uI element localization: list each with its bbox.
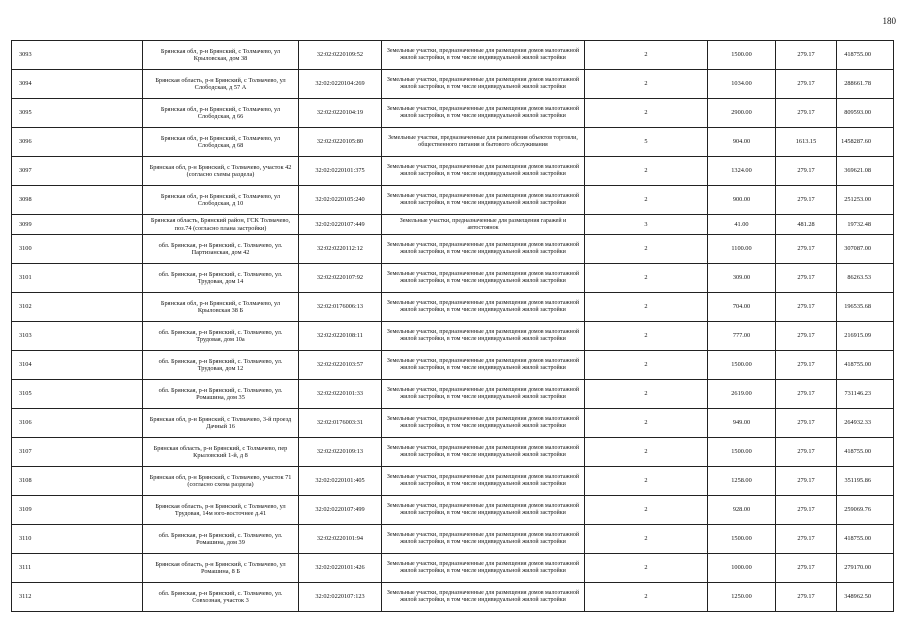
land-use-cell: Земельные участки, предназначенные для размещения домов малоэтажной жилой застройки, в том числе индивидуальной жилой застройки	[382, 264, 585, 293]
table-row	[12, 409, 894, 438]
cadastral-number-cell: 32:02:0220112:12	[299, 235, 382, 264]
group-cell: 2	[585, 409, 708, 438]
cadastral-value-cell: 418755.00	[837, 525, 894, 554]
group-cell: 2	[585, 583, 708, 612]
land-use-cell: Земельные участки, предназначенные для размещения домов малоэтажной жилой застройки, в том числе индивидуальной жилой застройки	[382, 99, 585, 128]
table-row	[12, 438, 894, 467]
land-use-cell: Земельные участки, предназначенные для размещения домов малоэтажной жилой застройки, в том числе индивидуальной жилой застройки	[382, 380, 585, 409]
cadastral-value-cell: 351195.86	[837, 467, 894, 496]
specific-value-cell: 279.17	[776, 264, 837, 293]
group-cell: 2	[585, 99, 708, 128]
table-row	[12, 157, 894, 186]
row-number-cell: 3093	[12, 41, 143, 70]
land-use-cell: Земельные участки, предназначенные для размещения домов малоэтажной жилой застройки, в том числе индивидуальной жилой застройки	[382, 438, 585, 467]
land-use-cell: Земельные участки, предназначенные для размещения домов малоэтажной жилой застройки, в том числе индивидуальной жилой застройки	[382, 583, 585, 612]
cadastral-number-cell: 32:02:0220109:13	[299, 438, 382, 467]
area-cell: 2619.00	[708, 380, 776, 409]
row-number-cell: 3111	[12, 554, 143, 583]
table-row	[12, 380, 894, 409]
cadastral-value-table	[11, 40, 894, 612]
group-cell: 2	[585, 380, 708, 409]
specific-value-cell: 279.17	[776, 235, 837, 264]
specific-value-cell: 279.17	[776, 157, 837, 186]
table-row	[12, 99, 894, 128]
specific-value-cell: 279.17	[776, 322, 837, 351]
row-number-cell: 3107	[12, 438, 143, 467]
page-number: 180	[882, 16, 896, 26]
address-cell: обл. Брянская, р-н Брянский, с. Толмачево, ул. Трудовая, дом 14	[143, 264, 299, 293]
address-cell: Брянская область, р-н Брянский, с Толмачево, пер Крыловский 1-й, д 8	[143, 438, 299, 467]
cadastral-number-cell: 32:02:0220105:240	[299, 186, 382, 215]
land-use-cell: Земельные участки, предназначенные для размещения домов малоэтажной жилой застройки, в том числе индивидуальной жилой застройки	[382, 554, 585, 583]
area-cell: 309.00	[708, 264, 776, 293]
cadastral-value-cell: 86263.53	[837, 264, 894, 293]
address-cell: Брянская область, р-н Брянский, с Толмачево, ул Трудовая, 14м юго-восточнее д.41	[143, 496, 299, 525]
area-cell: 1500.00	[708, 41, 776, 70]
cadastral-number-cell: 32:02:0220107:449	[299, 215, 382, 235]
row-number-cell: 3098	[12, 186, 143, 215]
cadastral-value-cell: 259069.76	[837, 496, 894, 525]
address-cell: обл. Брянская, р-н Брянский, с. Толмачево, ул. Ромашина, дом 39	[143, 525, 299, 554]
group-cell: 2	[585, 70, 708, 99]
cadastral-number-cell: 32:02:0220101:426	[299, 554, 382, 583]
area-cell: 904.00	[708, 128, 776, 157]
land-use-cell: Земельные участки, предназначенные для размещения домов малоэтажной жилой застройки, в том числе индивидуальной жилой застройки	[382, 496, 585, 525]
area-cell: 1324.00	[708, 157, 776, 186]
land-use-cell: Земельные участки, предназначенные для размещения объектов торговли, общественного питания и бытового обслуживания	[382, 128, 585, 157]
cadastral-number-cell: 32:02:0220107:123	[299, 583, 382, 612]
cadastral-value-cell: 418755.00	[837, 351, 894, 380]
address-cell: Брянская обл, р-н Брянский, с Толмачево, 3-й проезд Дачный 16	[143, 409, 299, 438]
cadastral-number-cell: 32:02:0220101:33	[299, 380, 382, 409]
cadastral-value-cell: 216915.09	[837, 322, 894, 351]
table-row	[12, 235, 894, 264]
group-cell: 2	[585, 264, 708, 293]
cadastral-value-cell: 307087.00	[837, 235, 894, 264]
table-row	[12, 496, 894, 525]
table-row	[12, 293, 894, 322]
group-cell: 3	[585, 215, 708, 235]
group-cell: 2	[585, 554, 708, 583]
cadastral-number-cell: 32:02:0220107:499	[299, 496, 382, 525]
cadastral-value-cell: 251253.00	[837, 186, 894, 215]
cadastral-number-cell: 32:02:0220103:57	[299, 351, 382, 380]
address-cell: Брянская область, р-н Брянский, с Толмачево, ул Слободская, д 57 А	[143, 70, 299, 99]
address-cell: обл. Брянская, р-н Брянский, с. Толмачево, ул. Совхозная, участок 3	[143, 583, 299, 612]
address-cell: обл. Брянская, р-н Брянский, с. Толмачево, ул. Ромашина, дом 35	[143, 380, 299, 409]
group-cell: 5	[585, 128, 708, 157]
cadastral-number-cell: 32:02:0220109:52	[299, 41, 382, 70]
cadastral-number-cell: 32:02:0220107:92	[299, 264, 382, 293]
cadastral-number-cell: 32:02:0220105:80	[299, 128, 382, 157]
specific-value-cell: 279.17	[776, 496, 837, 525]
land-use-cell: Земельные участки, предназначенные для размещения домов малоэтажной жилой застройки, в том числе индивидуальной жилой застройки	[382, 186, 585, 215]
table-row	[12, 525, 894, 554]
address-cell: Брянская обл, р-н Брянский, с Толмачево, ул Слободская, д 10	[143, 186, 299, 215]
cadastral-number-cell: 32:02:0220104:269	[299, 70, 382, 99]
area-cell: 1500.00	[708, 351, 776, 380]
table-row	[12, 554, 894, 583]
land-use-cell: Земельные участки, предназначенные для размещения домов малоэтажной жилой застройки, в том числе индивидуальной жилой застройки	[382, 157, 585, 186]
land-use-cell: Земельные участки, предназначенные для размещения домов малоэтажной жилой застройки, в том числе индивидуальной жилой застройки	[382, 293, 585, 322]
land-use-cell: Земельные участки, предназначенные для размещения домов малоэтажной жилой застройки, в том числе индивидуальной жилой застройки	[382, 525, 585, 554]
land-use-cell: Земельные участки, предназначенные для размещения домов малоэтажной жилой застройки, в том числе индивидуальной жилой застройки	[382, 235, 585, 264]
address-cell: Брянская обл, р-н Брянский, с Толмачево, участок 71 (согласно схема раздела)	[143, 467, 299, 496]
address-cell: обл. Брянская, р-н Брянский, с. Толмачево, ул. Трудовая, дом 12	[143, 351, 299, 380]
row-number-cell: 3096	[12, 128, 143, 157]
cadastral-number-cell: 32:02:0220101:375	[299, 157, 382, 186]
table-row	[12, 41, 894, 70]
table-row	[12, 70, 894, 99]
specific-value-cell: 279.17	[776, 409, 837, 438]
specific-value-cell: 279.17	[776, 41, 837, 70]
group-cell: 2	[585, 496, 708, 525]
cadastral-value-cell: 288661.78	[837, 70, 894, 99]
row-number-cell: 3101	[12, 264, 143, 293]
row-number-cell: 3099	[12, 215, 143, 235]
area-cell: 777.00	[708, 322, 776, 351]
row-number-cell: 3100	[12, 235, 143, 264]
specific-value-cell: 279.17	[776, 525, 837, 554]
cadastral-value-cell: 279170.00	[837, 554, 894, 583]
address-cell: Брянская область, р-н Брянский, с Толмачево, ул Ромашина, 8 Б	[143, 554, 299, 583]
table-row	[12, 467, 894, 496]
group-cell: 2	[585, 438, 708, 467]
area-cell: 1250.00	[708, 583, 776, 612]
area-cell: 900.00	[708, 186, 776, 215]
group-cell: 2	[585, 351, 708, 380]
specific-value-cell: 279.17	[776, 583, 837, 612]
cadastral-number-cell: 32:02:0220101:405	[299, 467, 382, 496]
address-cell: Брянская область, Брянский район, ГСК Толмачево, поз.74 (согласно плана застройки)	[143, 215, 299, 235]
cadastral-value-cell: 809593.00	[837, 99, 894, 128]
area-cell: 928.00	[708, 496, 776, 525]
address-cell: Брянская обл, р-н Брянский, с Толмачево, ул Слободская, д 68	[143, 128, 299, 157]
row-number-cell: 3110	[12, 525, 143, 554]
row-number-cell: 3095	[12, 99, 143, 128]
cadastral-number-cell: 32:02:0220101:94	[299, 525, 382, 554]
area-cell: 41.00	[708, 215, 776, 235]
cadastral-value-cell: 348962.50	[837, 583, 894, 612]
specific-value-cell: 279.17	[776, 70, 837, 99]
cadastral-number-cell: 32:02:0220108:11	[299, 322, 382, 351]
group-cell: 2	[585, 235, 708, 264]
cadastral-value-cell: 196535.68	[837, 293, 894, 322]
area-cell: 1500.00	[708, 438, 776, 467]
group-cell: 2	[585, 525, 708, 554]
specific-value-cell: 279.17	[776, 554, 837, 583]
land-use-cell: Земельные участки, предназначенные для размещения гаражей и автостоянок	[382, 215, 585, 235]
table-row	[12, 322, 894, 351]
row-number-cell: 3104	[12, 351, 143, 380]
row-number-cell: 3109	[12, 496, 143, 525]
area-cell: 1500.00	[708, 525, 776, 554]
cadastral-value-cell: 264932.33	[837, 409, 894, 438]
area-cell: 1100.00	[708, 235, 776, 264]
specific-value-cell: 279.17	[776, 438, 837, 467]
cadastral-value-cell: 731146.23	[837, 380, 894, 409]
specific-value-cell: 1613.15	[776, 128, 837, 157]
area-cell: 1000.00	[708, 554, 776, 583]
specific-value-cell: 279.17	[776, 351, 837, 380]
specific-value-cell: 481.28	[776, 215, 837, 235]
row-number-cell: 3094	[12, 70, 143, 99]
address-cell: Брянская обл, р-н Брянский, с Толмачево, ул Слободская, д 66	[143, 99, 299, 128]
row-number-cell: 3105	[12, 380, 143, 409]
area-cell: 949.00	[708, 409, 776, 438]
row-number-cell: 3097	[12, 157, 143, 186]
group-cell: 2	[585, 467, 708, 496]
cadastral-number-cell: 32:02:0176006:13	[299, 293, 382, 322]
area-cell: 704.00	[708, 293, 776, 322]
address-cell: Брянская обл, р-н Брянский, с Толмачево, участок 42 (согласно схемы раздела)	[143, 157, 299, 186]
group-cell: 2	[585, 157, 708, 186]
cadastral-number-cell: 32:02:0220104:19	[299, 99, 382, 128]
land-use-cell: Земельные участки, предназначенные для размещения домов малоэтажной жилой застройки, в том числе индивидуальной жилой застройки	[382, 70, 585, 99]
group-cell: 2	[585, 322, 708, 351]
row-number-cell: 3108	[12, 467, 143, 496]
specific-value-cell: 279.17	[776, 99, 837, 128]
land-use-cell: Земельные участки, предназначенные для размещения домов малоэтажной жилой застройки, в том числе индивидуальной жилой застройки	[382, 409, 585, 438]
address-cell: Брянская обл, р-н Брянский, с Толмачево, ул Крыловская, дом 38	[143, 41, 299, 70]
table-row	[12, 186, 894, 215]
specific-value-cell: 279.17	[776, 293, 837, 322]
specific-value-cell: 279.17	[776, 467, 837, 496]
land-use-cell: Земельные участки, предназначенные для размещения домов малоэтажной жилой застройки, в том числе индивидуальной жилой застройки	[382, 322, 585, 351]
specific-value-cell: 279.17	[776, 380, 837, 409]
cadastral-number-cell: 32:02:0176003:31	[299, 409, 382, 438]
row-number-cell: 3112	[12, 583, 143, 612]
group-cell: 2	[585, 186, 708, 215]
land-use-cell: Земельные участки, предназначенные для размещения домов малоэтажной жилой застройки, в том числе индивидуальной жилой застройки	[382, 351, 585, 380]
address-cell: обл. Брянская, р-н Брянский, с. Толмачево, ул. Партизанская, дом 42	[143, 235, 299, 264]
area-cell: 2900.00	[708, 99, 776, 128]
address-cell: Брянская обл, р-н Брянский, с Толмачево, ул Крыловская 38 Б	[143, 293, 299, 322]
table-row	[12, 583, 894, 612]
land-use-cell: Земельные участки, предназначенные для размещения домов малоэтажной жилой застройки, в том числе индивидуальной жилой застройки	[382, 41, 585, 70]
table-row	[12, 128, 894, 157]
cadastral-value-cell: 418755.00	[837, 41, 894, 70]
cadastral-value-cell: 369621.08	[837, 157, 894, 186]
table-row	[12, 215, 894, 235]
row-number-cell: 3106	[12, 409, 143, 438]
cadastral-value-cell: 1458287.60	[837, 128, 894, 157]
address-cell: обл. Брянская, р-н Брянский, с. Толмачево, ул. Трудовая, дом 10а	[143, 322, 299, 351]
group-cell: 2	[585, 293, 708, 322]
land-use-cell: Земельные участки, предназначенные для размещения домов малоэтажной жилой застройки, в том числе индивидуальной жилой застройки	[382, 467, 585, 496]
row-number-cell: 3103	[12, 322, 143, 351]
specific-value-cell: 279.17	[776, 186, 837, 215]
area-cell: 1258.00	[708, 467, 776, 496]
row-number-cell: 3102	[12, 293, 143, 322]
cadastral-value-cell: 19732.48	[837, 215, 894, 235]
cadastral-value-cell: 418755.00	[837, 438, 894, 467]
area-cell: 1034.00	[708, 70, 776, 99]
table-row	[12, 264, 894, 293]
table-body	[12, 41, 894, 612]
group-cell: 2	[585, 41, 708, 70]
table-row	[12, 351, 894, 380]
